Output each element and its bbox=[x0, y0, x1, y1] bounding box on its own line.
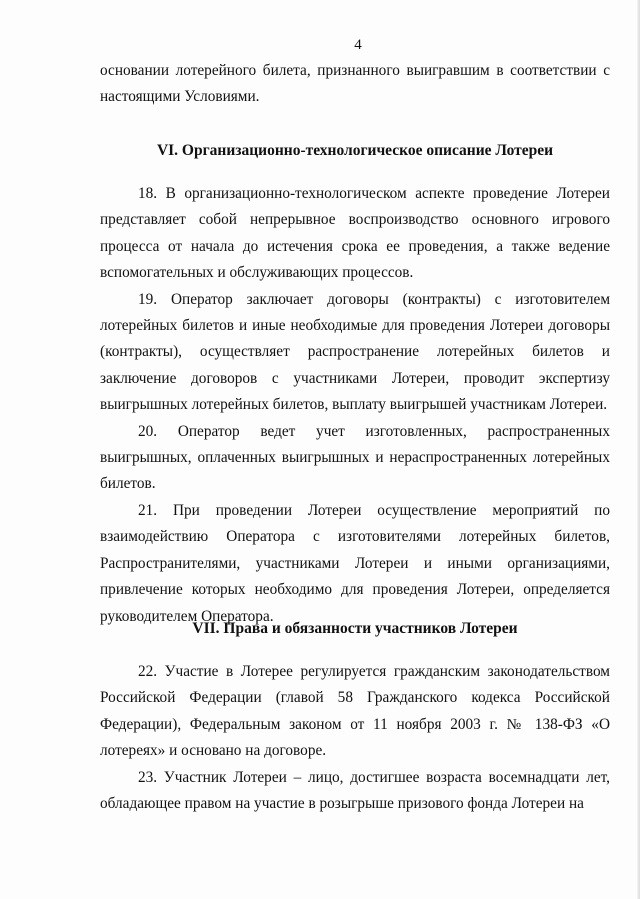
paragraph-23: 23. Участник Лотереи – лицо, достигшее возраста восемнадцати лет, обладающее правом на участие в розыгрыше призового фонда Лотереи на bbox=[100, 768, 610, 813]
paragraph-22: 22. Участие в Лотерее регулируется гражданским законодательством Российской Федерации (главой 58 Гражданского кодекса Российской Федерации), Федеральным законом от 11 ноября 2003 г. № 138-ФЗ «О лотереях» и основано на договоре. bbox=[100, 663, 610, 760]
section-7-heading: VII. Права и обязанности участников Лотереи bbox=[192, 620, 518, 637]
section-7-body bbox=[100, 659, 610, 817]
section-6-heading: VI. Организационно-технологическое описание Лотереи bbox=[156, 142, 554, 159]
continuation-text-block bbox=[100, 58, 610, 111]
page-number: 4 bbox=[354, 37, 362, 53]
paragraph-18: 18. В организационно-технологическом аспекте проведение Лотереи представляет собой непрерывное воспроизводство основного игрового процесса от начала до истечения срока ее проведения, а также ведение вспомогательных и обслуживающих процессов. bbox=[100, 185, 610, 282]
section-6-body bbox=[100, 181, 610, 630]
continuation-paragraph: основании лотерейного билета, признанного выигравшим в соответствии с настоящими Условиями. bbox=[100, 62, 610, 106]
paragraph-19: 19. Оператор заключает договоры (контракты) с изготовителем лотерейных билетов и иные необходимые для проведения Лотереи договоры (контракты), осуществляет распространение лотерейных билетов и заключение договоров с участниками Лотереи, проводит экспертизу выигрышных лотерейных билетов, выплату выигрышей участникам Лотереи. bbox=[100, 290, 610, 414]
paragraph-20: 20. Оператор ведет учет изготовленных, распространенных выигрышных, оплаченных выигрышных и нераспространенных лотерейных билетов. bbox=[100, 422, 610, 493]
paragraph-21: 21. При проведении Лотереи осуществление мероприятий по взаимодействию Оператора с изготовителями лотерейных билетов, Распространителями, участниками Лотереи и иными организациями, привлечение которых необходимо для проведения Лотереи, определяется руководителем Оператора. bbox=[100, 501, 610, 625]
